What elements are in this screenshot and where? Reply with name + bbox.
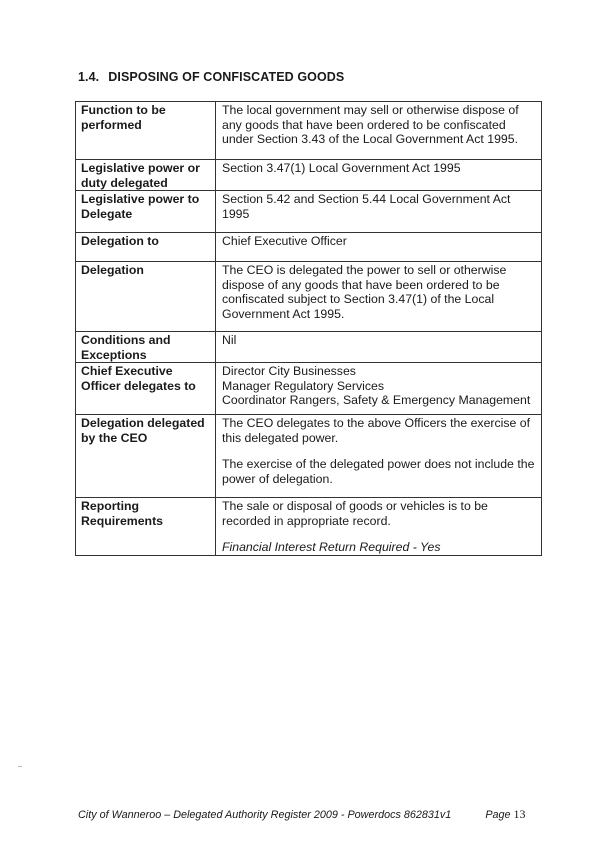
table-row <box>76 160 542 191</box>
row-value-line: recorded in appropriate record. <box>222 513 391 528</box>
row-value-line: Manager Regulatory Services <box>222 378 384 393</box>
row-value <box>216 332 542 363</box>
row-value-paragraph <box>222 333 536 348</box>
row-label-line: Legislative power or <box>81 161 200 175</box>
row-value-paragraph <box>222 263 536 321</box>
row-value <box>216 102 542 160</box>
row-label-line: Reporting <box>81 499 140 513</box>
row-value-line: dispose of any goods that have been ordered to be <box>222 277 500 292</box>
row-value-paragraph <box>222 234 536 249</box>
row-value-line: The exercise of the delegated power does not include the <box>222 457 535 471</box>
row-label <box>76 191 216 233</box>
row-label-line: Requirements <box>81 513 164 528</box>
row-label-line: Delegation delegated <box>81 416 205 430</box>
row-value-line: The CEO delegates to the above Officers the exercise of <box>222 416 531 430</box>
row-label-line: Delegation <box>81 263 144 277</box>
row-label <box>76 332 216 363</box>
delegation-table <box>75 101 542 556</box>
row-value-paragraph <box>222 457 536 486</box>
row-value-line: Chief Executive Officer <box>222 234 347 248</box>
section-number: 1.4. <box>78 70 100 84</box>
row-label <box>76 262 216 332</box>
row-label-line: Chief Executive <box>81 364 173 378</box>
footer-document-title: City of Wanneroo – Delegated Authority Register 2009 - Powerdocs 862831v1 <box>78 809 452 821</box>
row-label <box>76 415 216 498</box>
row-label-line: duty delegated <box>81 175 168 190</box>
paragraph-gap <box>222 528 536 540</box>
row-value <box>216 415 542 498</box>
row-value-paragraph <box>222 499 536 528</box>
row-value-line: Government Act 1995. <box>222 306 345 321</box>
scan-mark <box>18 766 22 767</box>
row-value <box>216 363 542 415</box>
row-value-paragraph <box>222 540 536 555</box>
row-value <box>216 498 542 556</box>
page-footer <box>78 807 526 822</box>
row-label <box>76 102 216 160</box>
row-value-paragraph <box>222 416 536 445</box>
table-row <box>76 332 542 363</box>
section-title: DISPOSING OF CONFISCATED GOODS <box>108 70 345 84</box>
table-row <box>76 233 542 262</box>
row-value <box>216 262 542 332</box>
row-value-paragraph <box>222 161 536 176</box>
row-label-line: Conditions and <box>81 333 171 347</box>
row-value-line: Nil <box>222 333 237 347</box>
row-value-line: Section 3.47(1) Local Government Act 1995 <box>222 161 461 175</box>
row-value-line: The local government may sell or otherwise dispose of <box>222 103 519 117</box>
footer-page-label: Page <box>485 809 511 821</box>
row-label-line: Legislative power to <box>81 192 200 206</box>
row-label-line: Delegate <box>81 206 133 221</box>
row-value-line: Section 5.42 and Section 5.44 Local Government Act <box>222 192 511 206</box>
row-label-line: performed <box>81 117 142 132</box>
row-value-line: any goods that have been ordered to be confiscated <box>222 117 506 132</box>
row-value <box>216 233 542 262</box>
row-value-line: The CEO is delegated the power to sell or otherwise <box>222 263 507 277</box>
row-label-line: Delegation to <box>81 234 159 248</box>
table-row <box>76 415 542 498</box>
row-value-line: under Section 3.43 of the Local Government Act 1995. <box>222 132 519 146</box>
row-label <box>76 363 216 415</box>
table-row <box>76 262 542 332</box>
row-value-paragraph <box>222 364 536 408</box>
table-row <box>76 102 542 160</box>
row-label-line: Function to be <box>81 103 166 117</box>
table-row <box>76 498 542 556</box>
row-label-line: Officer delegates to <box>81 378 196 393</box>
row-value <box>216 160 542 191</box>
row-value-line: power of delegation. <box>222 471 333 486</box>
row-label <box>76 498 216 556</box>
table-row <box>76 363 542 415</box>
row-value-line: The sale or disposal of goods or vehicles is to be <box>222 499 488 513</box>
section-heading <box>78 70 344 84</box>
row-value-paragraph <box>222 103 536 147</box>
row-label-line: Exceptions <box>81 347 147 362</box>
footer-page-number: 13 <box>513 807 526 821</box>
row-value-line: Coordinator Rangers, Safety & Emergency Management <box>222 393 531 407</box>
row-value-paragraph <box>222 192 536 221</box>
row-value <box>216 191 542 233</box>
table-row <box>76 191 542 233</box>
paragraph-gap <box>222 445 536 457</box>
row-label <box>76 233 216 262</box>
row-value-line: Financial Interest Return Required - Yes <box>222 540 441 554</box>
delegation-table-body <box>76 102 542 556</box>
row-value-line: 1995 <box>222 206 250 221</box>
row-label <box>76 160 216 191</box>
row-value-line: Director City Businesses <box>222 364 356 378</box>
row-label-line: by the CEO <box>81 430 148 445</box>
row-value-line: this delegated power. <box>222 430 339 445</box>
row-value-line: confiscated subject to Section 3.47(1) of the Local <box>222 292 495 306</box>
